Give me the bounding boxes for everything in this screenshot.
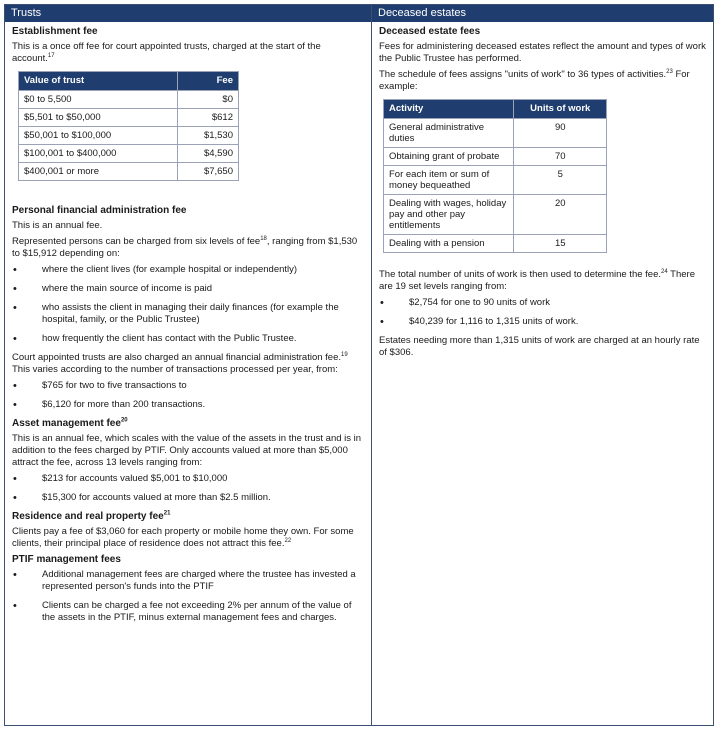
column-header-value: Value of trust	[19, 72, 178, 91]
footnote-ref: 17	[47, 52, 55, 59]
list-item: • where the main source of income is paid	[12, 283, 364, 295]
column-header-fee: Fee	[177, 72, 238, 91]
deceased-estates-column	[372, 5, 713, 725]
list-item: • $6,120 for more than 200 transactions.	[12, 399, 364, 411]
trusts-column	[5, 5, 372, 725]
deceased-estate-fees-heading: Deceased estate fees	[379, 26, 481, 37]
footnote-ref: 19	[341, 351, 348, 358]
table-row	[384, 148, 607, 166]
value-cell: $100,001 to $400,000	[19, 145, 178, 163]
table-row	[384, 235, 607, 253]
bullet-list	[12, 569, 364, 624]
table-header-row	[19, 72, 239, 91]
activity-cell: Dealing with a pension	[384, 235, 514, 253]
activity-units-table	[383, 99, 607, 253]
footnote-ref: 18	[260, 235, 267, 242]
trusts-header: Trusts	[5, 5, 371, 22]
column-header-activity: Activity	[384, 100, 514, 119]
value-cell: $50,001 to $100,000	[19, 127, 178, 145]
bullet-list	[379, 297, 706, 328]
list-item: • who assists the client in managing their daily finances (for example the hospital, family, or the Public Trustee)	[12, 302, 364, 326]
list-item: • $15,300 for accounts valued at more than $2.5 million.	[12, 492, 364, 504]
table-header-row	[384, 100, 607, 119]
footnote-ref: 21	[163, 510, 171, 517]
activity-cell: General administrative duties	[384, 119, 514, 148]
fee-cell: $612	[177, 109, 238, 127]
paragraph: The schedule of fees assigns "units of work" to 36 types of activities.$^{23}$ For example:	[379, 68, 690, 92]
list-item: • Additional management fees are charged where the trustee has invested a represented person's funds into the PTIF	[12, 569, 364, 593]
paragraph: Represented persons can be charged from six levels of fee$^{18}$, ranging from $1,530 to $15,912 depending on:	[12, 235, 358, 259]
paragraph: Clients pay a fee of $3,060 for each property or mobile home they own. For some clients, their principal place of residence does not attract this fee.$^{22}$	[12, 526, 354, 549]
footnote-ref: 22	[284, 537, 292, 544]
units-cell: 20	[514, 195, 607, 235]
column-header-units: Units of work	[514, 100, 607, 119]
footnote-ref: 23	[666, 68, 673, 75]
paragraph: Estates needing more than 1,315 units of work are charged at an hourly rate of $306.	[379, 335, 700, 358]
establishment-fee-text: This is a once off fee for court appointed trusts, charged at the start of the account.$^{17}$	[12, 41, 321, 64]
activity-cell: Obtaining grant of probate	[384, 148, 514, 166]
asset-management-fee-heading: Asset management fee$^{20}$	[12, 417, 128, 429]
units-cell: 90	[514, 119, 607, 148]
paragraph: This is an annual fee.	[12, 220, 103, 231]
list-item: • where the client lives (for example hospital or independently)	[12, 264, 364, 276]
table-row	[19, 109, 239, 127]
bullet-list	[12, 473, 364, 504]
footnote-ref: 20	[120, 417, 128, 424]
establishment-fee-heading: Establishment fee	[12, 26, 98, 37]
table-row	[19, 127, 239, 145]
table-row	[19, 145, 239, 163]
list-item: • $2,754 for one to 90 units of work	[379, 297, 706, 309]
deceased-estates-header: Deceased estates	[372, 5, 713, 22]
ptif-management-fees-heading: PTIF management fees	[12, 554, 121, 565]
units-cell: 15	[514, 235, 607, 253]
paragraph: This is an annual fee, which scales with the value of the assets in the trust and is in addition to the fees charged by PTIF. Only accounts valued at more than $5,000 attract the fee, across 13 levels ranging from:	[12, 433, 362, 468]
fee-cell: $0	[177, 91, 238, 109]
list-item: • $40,239 for 1,116 to 1,315 units of work.	[379, 316, 706, 328]
units-cell: 70	[514, 148, 607, 166]
fee-cell: $1,530	[177, 127, 238, 145]
bullet-list	[12, 264, 364, 345]
activity-cell: Dealing with wages, holiday pay and other pay entitlements	[384, 195, 514, 235]
value-cell: $400,001 or more	[19, 163, 178, 181]
table-row	[384, 166, 607, 195]
personal-admin-fee-heading: Personal financial administration fee	[12, 205, 187, 216]
paragraph: Court appointed trusts are also charged an annual financial administration fee.$^{19}$ This varies according to the number of transactions processed per year, from:	[12, 351, 348, 375]
table-row	[19, 163, 239, 181]
bullet-list	[12, 380, 364, 411]
list-item: • how frequently the client has contact with the Public Trustee.	[12, 333, 364, 345]
residence-fee-heading: Residence and real property fee$^{21}$	[12, 510, 171, 522]
fee-cell: $7,650	[177, 163, 238, 181]
table-row	[384, 195, 607, 235]
paragraph: Fees for administering deceased estates reflect the amount and types of work the Public Trustee has performed.	[379, 41, 706, 64]
activity-cell: For each item or sum of money bequeathed	[384, 166, 514, 195]
value-cell: $5,501 to $50,000	[19, 109, 178, 127]
list-item: • $765 for two to five transactions to	[12, 380, 364, 392]
list-item: • $213 for accounts valued $5,001 to $10,000	[12, 473, 364, 485]
units-cell: 5	[514, 166, 607, 195]
trust-fee-table	[18, 71, 239, 181]
table-row	[384, 119, 607, 148]
list-item: • Clients can be charged a fee not exceeding 2% per annum of the value of the assets in the PTIF, minus external management fees and charges.	[12, 600, 364, 624]
fees-panel	[4, 4, 714, 726]
footnote-ref: 24	[661, 268, 668, 275]
table-row	[19, 91, 239, 109]
value-cell: $0 to 5,500	[19, 91, 178, 109]
fee-cell: $4,590	[177, 145, 238, 163]
paragraph: The total number of units of work is then used to determine the fee.$^{24}$ There are 19 set levels ranging from:	[379, 268, 695, 292]
